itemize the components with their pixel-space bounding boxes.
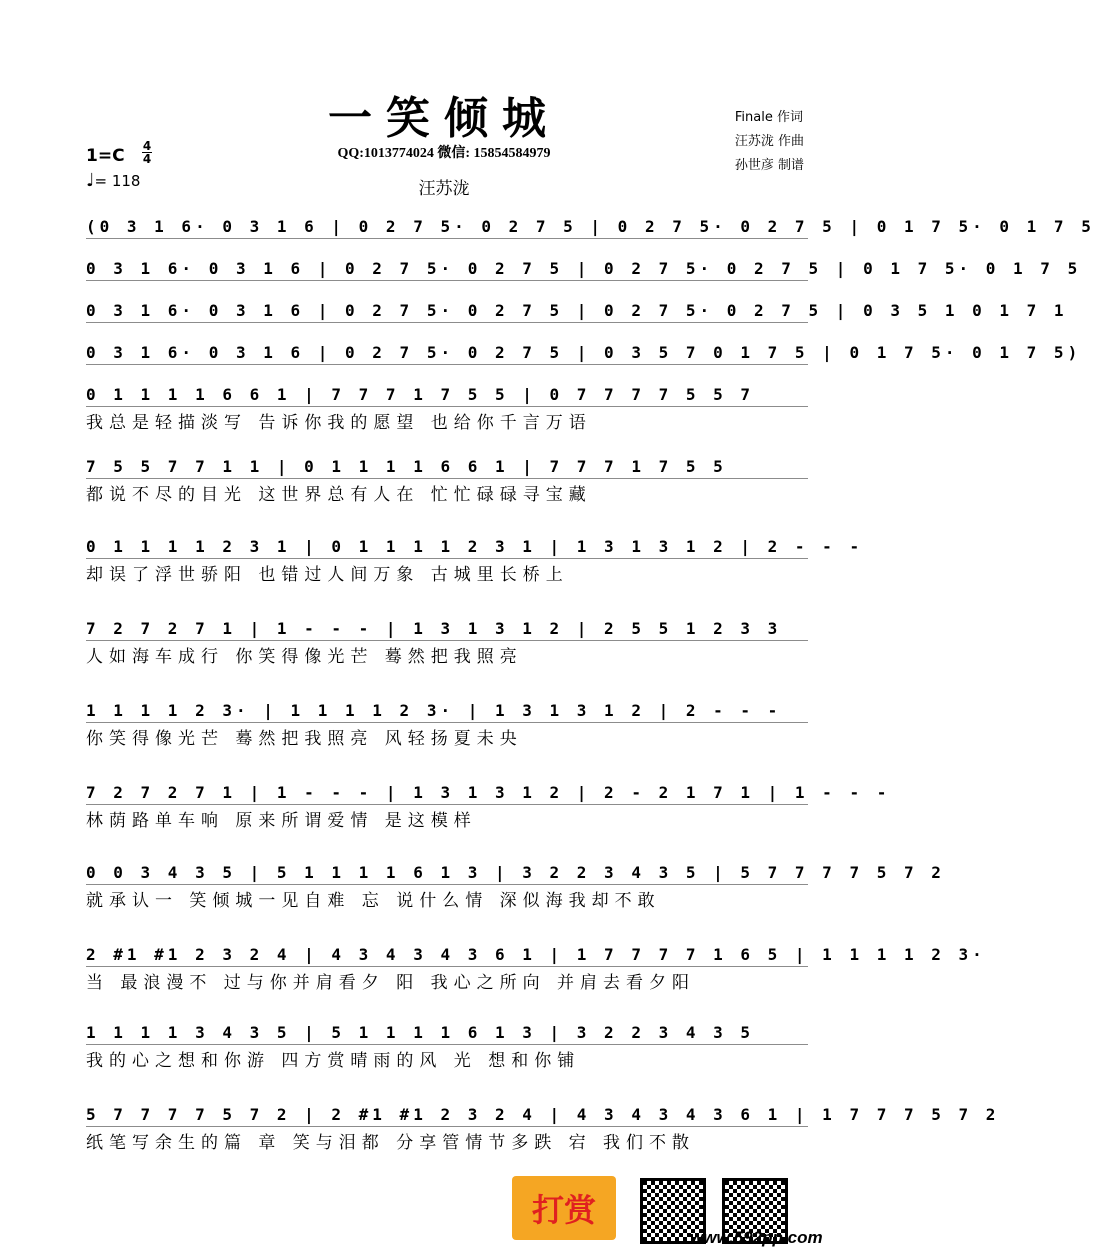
beat-underline (86, 1126, 808, 1129)
lyric-line: 你笑得像光芒 蓦然把我照亮 风轻扬夏未央 (86, 729, 523, 749)
beat-underline (86, 558, 808, 561)
key-signature: 1=C (86, 146, 125, 166)
time-signature (142, 140, 152, 165)
beat-underline (86, 722, 808, 725)
notation-line: 1 1 1 1 2 3· | 1 1 1 1 2 3· | 1 3 1 3 1 2 | 2 - - - (86, 701, 782, 720)
beat-underline (86, 884, 808, 887)
beat-underline (86, 1044, 808, 1047)
notation-line: 7 2 7 2 7 1 | 1 - - - | 1 3 1 3 1 2 | 2 5 5 1 2 3 3 (86, 619, 782, 638)
notation-line: 5 7 7 7 7 5 7 2 | 2 #1 #1 2 3 2 4 | 4 3 4 3 4 3 6 1 | 1 7 7 7 5 7 2 (86, 1105, 1000, 1124)
lyric-line: 人如海车成行 你笑得像光芒 蓦然把我照亮 (86, 647, 523, 667)
credits-block (735, 106, 804, 178)
lyric-line: 我总是轻描淡写 告诉你我的愿望 也给你千言万语 (86, 413, 592, 433)
credit-composer: 汪苏泷 作曲 (734, 134, 804, 149)
beat-underline (86, 804, 808, 807)
notation-line: 0 3 1 6· 0 3 1 6 | 0 2 7 5· 0 2 7 5 | 0 3 5 7 0 1 7 5 | 0 1 7 5· 0 1 7 5) (86, 343, 1082, 362)
quarter-note-icon: ♩ (86, 170, 95, 191)
lyric-line: 纸笔写余生的篇 章 笑与泪都 分享管情节多跌 宕 我们不散 (86, 1133, 696, 1153)
notation-line: 0 3 1 6· 0 3 1 6 | 0 2 7 5· 0 2 7 5 | 0 2 7 5· 0 2 7 5 | 0 3 5 1 0 1 7 1 (86, 301, 1068, 320)
meter-top: 4 (142, 139, 152, 153)
notation-line: 0 3 1 6· 0 3 1 6 | 0 2 7 5· 0 2 7 5 | 0 2 7 5· 0 2 7 5 | 0 1 7 5· 0 1 7 5 (86, 259, 1082, 278)
notation-line: 0 0 3 4 3 5 | 5 1 1 1 1 6 1 3 | 3 2 2 3 4 3 5 | 5 7 7 7 7 5 7 2 (86, 863, 945, 882)
lyric-line: 都说不尽的目光 这世界总有人在 忙忙碌碌寻宝藏 (86, 485, 592, 505)
lyric-line: 却误了浮世骄阳 也错过人间万象 古城里长桥上 (86, 565, 569, 585)
beat-underline (86, 238, 808, 241)
notation-line: 2 #1 #1 2 3 2 4 | 4 3 4 3 4 3 6 1 | 1 7 7 7 7 1 6 5 | 1 1 1 1 2 3· (86, 945, 986, 964)
contact-info: QQ:1013774024 微信: 15854584979 (337, 146, 551, 161)
beat-underline (86, 280, 808, 283)
singer-name: 汪苏泷 (418, 179, 470, 199)
lyric-line: 就承认一 笑倾城一见自难 忘 说什么情 深似海我却不敢 (86, 891, 661, 911)
notation-line: 7 5 5 7 7 1 1 | 0 1 1 1 1 6 6 1 | 7 7 7 1 7 5 5 (86, 457, 727, 476)
notation-line: 1 1 1 1 3 4 3 5 | 5 1 1 1 1 6 1 3 | 3 2 2 3 4 3 5 (86, 1023, 755, 1042)
website-link[interactable]: www.592pp.com (690, 1228, 823, 1247)
beat-underline (86, 322, 808, 325)
lyric-line: 林荫路单车响 原来所谓爱情 是这模样 (86, 811, 477, 831)
tempo-value: = 118 (94, 172, 141, 190)
credit-arranger: 孙世彦 制谱 (734, 158, 804, 173)
lyric-line: 我的心之想和你游 四方赏晴雨的风 光 想和你铺 (86, 1051, 581, 1071)
notation-line: (0 3 1 6· 0 3 1 6 | 0 2 7 5· 0 2 7 5 | 0 2 7 5· 0 2 7 5 | 0 1 7 5· 0 1 7 5 (86, 217, 1095, 236)
notation-line: 0 1 1 1 1 6 6 1 | 7 7 7 1 7 5 5 | 0 7 7 7 7 5 5 7 (86, 385, 755, 404)
song-title: 一笑倾城 (328, 93, 560, 144)
lyric-line: 当 最浪漫不 过与你并肩看夕 阳 我心之所向 并肩去看夕阳 (86, 973, 696, 993)
beat-underline (86, 640, 808, 643)
beat-underline (86, 966, 808, 969)
notation-line: 7 2 7 2 7 1 | 1 - - - | 1 3 1 3 1 2 | 2 - 2 1 7 1 | 1 - - - (86, 783, 891, 802)
meter-bottom: 4 (142, 152, 152, 166)
reward-button[interactable]: 打赏 (512, 1176, 616, 1240)
tempo-marking (86, 170, 140, 191)
beat-underline (86, 364, 808, 367)
credit-lyricist: Finale 作词 (734, 110, 803, 125)
notation-line: 0 1 1 1 1 2 3 1 | 0 1 1 1 1 2 3 1 | 1 3 1 3 1 2 | 2 - - - (86, 537, 864, 556)
beat-underline (86, 478, 808, 481)
beat-underline (86, 406, 808, 409)
